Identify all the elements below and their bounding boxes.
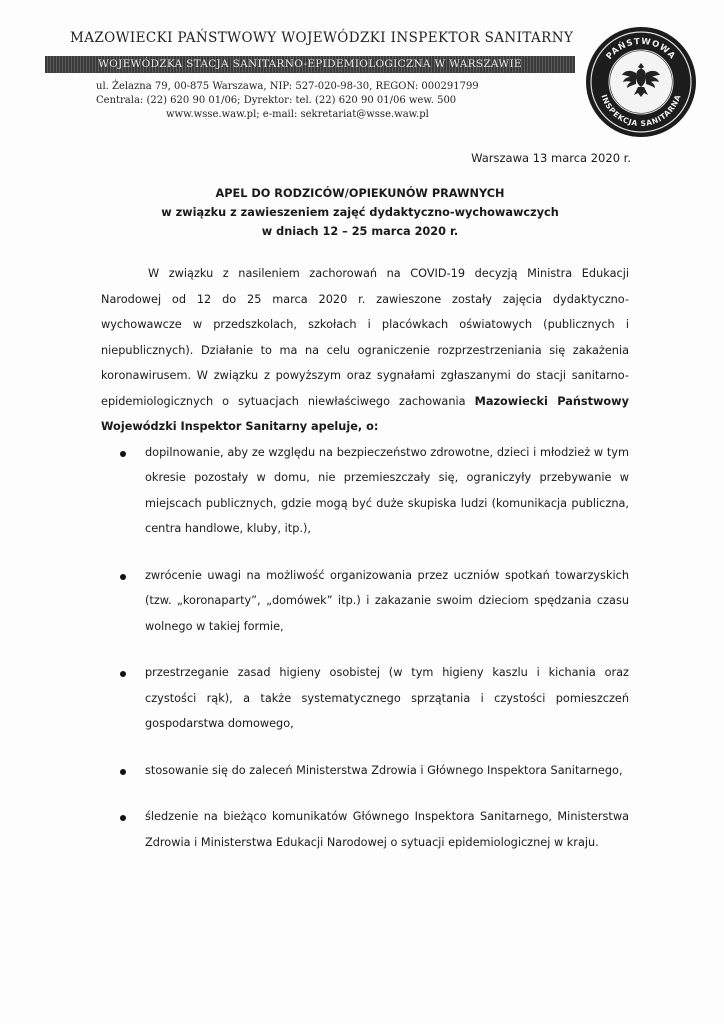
list-item (101, 660, 629, 737)
list-item-text: dopilnowanie, aby ze względu na bezpieczeństwo zdrowotne, dzieci i młodzież w tym okresie pozostały w domu, nie przemieszczały się, ograniczyły przebywanie w miejscach publicznych, gdzie mogą być duże skupiska ludzi (komunikacja publiczna, centra handlowe, kluby, itp.), (145, 445, 629, 535)
title-line-1: APEL DO RODZICÓW/OPIEKUNÓW PRAWNYCH (215, 187, 505, 200)
sanitary-inspection-seal-logo (586, 27, 696, 137)
bullet-icon (120, 574, 126, 580)
title-line-3: w dniach 12 – 25 marca 2020 r. (261, 225, 459, 238)
list-item (101, 804, 629, 855)
letterhead-phone: Centrala: (22) 620 90 01/06; Dyrektor: tel. (22) 620 90 01/06 wew. 500 (96, 95, 457, 106)
letterhead-org-name: MAZOWIECKI PAŃSTWOWY WOJEWÓDZKI INSPEKTOR SANITARNY (70, 30, 574, 46)
bullet-icon (120, 815, 126, 821)
eagle-icon (622, 63, 660, 97)
document-body (101, 261, 629, 876)
list-item-text: stosowanie się do zaleceń Ministerstwa Zdrowia i Głównego Inspektora Sanitarnego, (145, 763, 623, 777)
intro-bold-appeal: Mazowiecki Państwowy Wojewódzki Inspektor Sanitarny apeluje, o: (101, 394, 629, 433)
document-title (100, 184, 620, 241)
list-item-text: śledzenie na bieżąco komunikatów Głównego Inspektora Sanitarnego, Ministerstwa Zdrowia i Ministerstwa Edukacji Narodowej o sytuacji epidemiologicznej w kraju. (145, 810, 629, 849)
list-item-text: przestrzeganie zasad higieny osobistej (w tym higieny kaszlu i kichania oraz czystości rąk), a także systematycznego sprzątania i czystości pomieszczeń gospodarstwa domowego, (145, 666, 629, 730)
intro-paragraph (101, 261, 629, 440)
list-item (101, 440, 629, 542)
bullet-icon (120, 671, 126, 677)
letterhead-address: ul. Żelazna 79, 00-875 Warszawa, NIP: 527-020-98-30, REGON: 000291799 (96, 81, 479, 92)
letterhead-station-band: WOJEWÓDZKA STACJA SANITARNO-EPIDEMIOLOGICZNA W WARSZAWIE (45, 56, 575, 73)
list-item (101, 563, 629, 640)
letterhead-web: www.wsse.waw.pl; e-mail: sekretariat@wsse.waw.pl (166, 109, 429, 120)
title-line-2: w związku z zawieszeniem zajęć dydaktyczno-wychowawczych (161, 206, 559, 219)
bullet-icon (120, 769, 126, 775)
list-item-text: zwrócenie uwagi na możliwość organizowania przez uczniów spotkań towarzyskich (tzw. „koronaparty”, „domówek” itp.) i zakazanie swoim dzieciom spędzania czasu wolnego w takiej formie, (145, 568, 629, 633)
svg-text:PAŃSTWOWA: PAŃSTWOWA (604, 36, 678, 62)
bullet-icon (120, 451, 126, 457)
list-item (101, 758, 629, 784)
svg-text:INSPEKCJA SANITARNA: INSPEKCJA SANITARNA (599, 93, 683, 129)
intro-text: W związku z nasileniem zachorowań na COVID-19 decyzją Ministra Edukacji Narodowej od 12 do 25 marca 2020 r. zawieszone zostały zajęcia dydaktyczno-wychowawcze w przedszkolach, szkołach i placówkach oświatowych (publicznych i niepublicznych). Działanie to ma na celu ograniczenie rozprzestrzeniania się zakażenia koronawirusem. W związku z powyższym oraz sygnałami zgłaszanymi do stacji sanitarno-epidemiologicznych o sytuacjach niewłaściwego zachowania (101, 267, 629, 408)
letterhead-contact (96, 80, 556, 122)
document-date: Warszawa 13 marca 2020 r. (471, 151, 631, 165)
appeal-list (101, 440, 629, 856)
seal-graphic (586, 27, 696, 137)
